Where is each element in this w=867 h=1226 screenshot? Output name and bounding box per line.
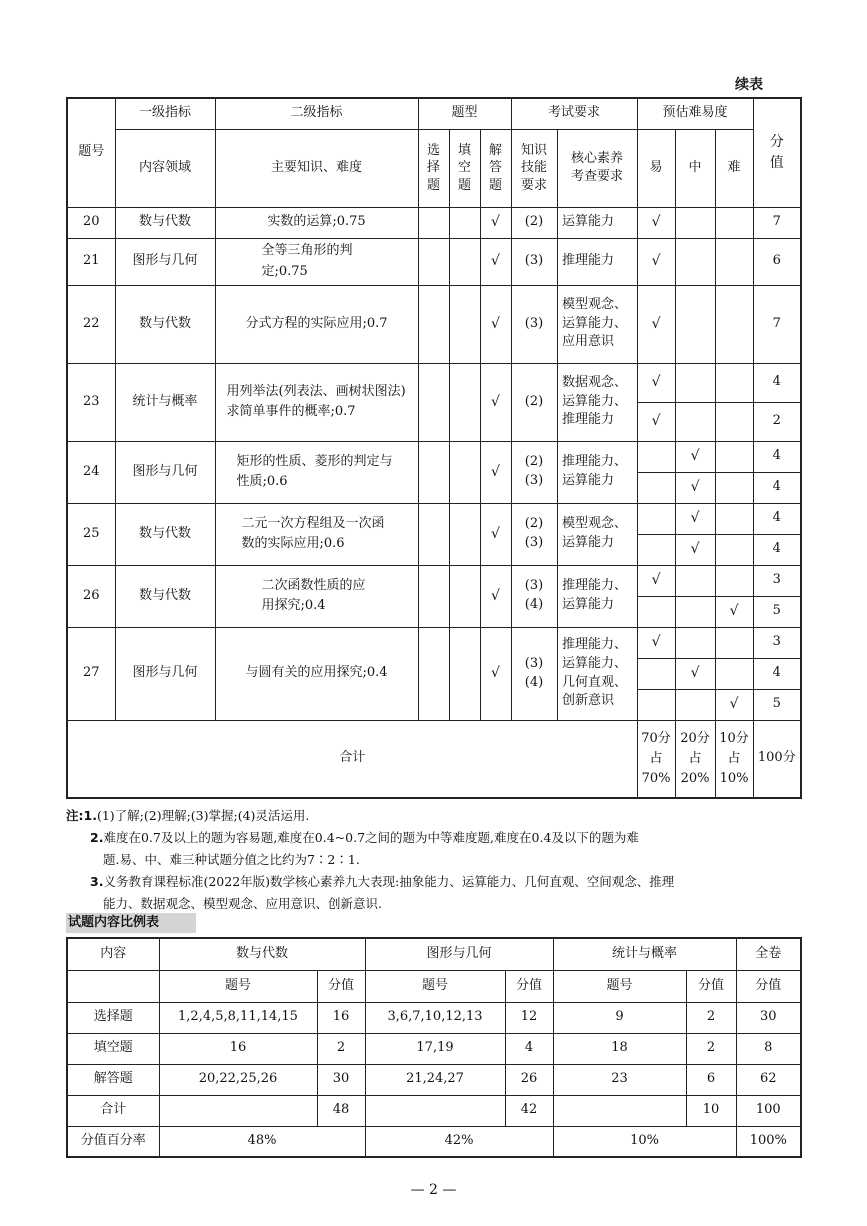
row-hard xyxy=(715,363,753,402)
percent-statistics: 10% xyxy=(553,1126,736,1157)
header-easy: 易 xyxy=(637,129,675,207)
ratio-header-algebra: 数与代数 xyxy=(159,938,365,970)
row-knowledge-text: 二次函数性质的应用探究;0.4 xyxy=(261,577,366,613)
note-3-number: 3. xyxy=(90,874,104,889)
percent-row xyxy=(67,1126,801,1157)
header-level1: 一级指标 xyxy=(115,98,215,129)
row-medium xyxy=(675,285,715,363)
total-label: 合计 xyxy=(67,720,637,798)
header-question-no: 题号 xyxy=(67,98,115,207)
ratio-geo-score: 12 xyxy=(505,1002,553,1033)
row-fill xyxy=(449,285,480,363)
row-choice xyxy=(418,565,449,627)
percent-algebra: 48% xyxy=(159,1126,365,1157)
row-score: 4 xyxy=(753,472,801,503)
ratio-subheader-alg-score: 分值 xyxy=(317,970,365,1002)
row-fill xyxy=(449,503,480,565)
row-knowledge xyxy=(215,285,418,363)
row-score: 5 xyxy=(753,689,801,720)
row-knowledge-req xyxy=(511,363,557,441)
row-core-literacy-text: 推理能力 xyxy=(562,253,615,269)
ratio-header-geometry: 图形与几何 xyxy=(365,938,553,970)
ratio-geo-no: 17,19 xyxy=(365,1033,505,1064)
row-question-no: 22 xyxy=(67,285,115,363)
percent-label: 分值百分率 xyxy=(67,1126,159,1157)
row-question-no: 26 xyxy=(67,565,115,627)
note-3-line1: 义务教育课程标准(2022年版)数学核心素养九大表现:抽象能力、运算能力、几何直观、空间观念、推理 xyxy=(103,874,675,889)
row-score: 3 xyxy=(753,565,801,596)
row-score: 7 xyxy=(753,285,801,363)
row-core-literacy-text: 推理能力、运算能力 xyxy=(562,454,628,488)
row-easy xyxy=(637,534,675,565)
ratio-table-title: 试题内容比例表 xyxy=(66,913,196,933)
row-core-literacy xyxy=(557,207,637,238)
row-score: 3 xyxy=(753,627,801,658)
row-core-literacy-text: 数据观念、运算能力、推理能力 xyxy=(562,374,628,428)
ratio-total: 62 xyxy=(736,1064,801,1095)
table-row xyxy=(67,565,801,596)
row-knowledge-req-text: (2)(3) xyxy=(524,454,544,488)
total-hard xyxy=(715,720,753,798)
note-2-line2: 题.易、中、难三种试题分值之比约为7∶2∶1. xyxy=(103,852,360,867)
row-answer-check: √ xyxy=(480,207,511,238)
continued-label: 续表 xyxy=(735,77,763,93)
ratio-subheader-empty xyxy=(67,970,159,1002)
row-choice xyxy=(418,363,449,441)
row-medium xyxy=(675,238,715,285)
row-medium xyxy=(675,207,715,238)
header-exam-req: 考试要求 xyxy=(511,98,637,129)
note-2-number: 2. xyxy=(90,830,104,845)
row-knowledge-text: 矩形的性质、菱形的判定与性质;0.6 xyxy=(236,453,393,489)
ratio-total: 30 xyxy=(736,1002,801,1033)
row-score: 4 xyxy=(753,363,801,402)
row-easy xyxy=(637,689,675,720)
row-knowledge xyxy=(215,363,418,441)
total-easy xyxy=(637,720,675,798)
total-row xyxy=(67,720,801,798)
header-knowledge-difficulty: 主要知识、难度 xyxy=(215,129,418,207)
ratio-stat-no: 9 xyxy=(553,1002,686,1033)
row-hard: √ xyxy=(715,689,753,720)
table-row xyxy=(67,1033,801,1064)
row-knowledge-text: 分式方程的实际应用;0.7 xyxy=(245,315,388,331)
header-core-literacy: 核心素养考查要求 xyxy=(557,129,637,207)
ratio-row-label: 选择题 xyxy=(67,1002,159,1033)
row-knowledge xyxy=(215,441,418,503)
row-knowledge-text: 二元一次方程组及一次函数的实际应用;0.6 xyxy=(241,515,385,551)
row-core-literacy xyxy=(557,238,637,285)
ratio-header-content: 内容 xyxy=(67,938,159,970)
row-answer-check: √ xyxy=(480,285,511,363)
table-row xyxy=(67,207,801,238)
row-core-literacy-text: 推理能力、运算能力、几何直观、创新意识 xyxy=(562,636,628,709)
row-medium xyxy=(675,565,715,596)
notes xyxy=(66,805,806,915)
row-easy: √ xyxy=(637,285,675,363)
row-fill xyxy=(449,627,480,720)
ratio-geo-no: 3,6,7,10,12,13 xyxy=(365,1002,505,1033)
ratio-total: 100 xyxy=(736,1095,801,1126)
row-knowledge-req-text: (3)(4) xyxy=(524,655,544,690)
row-medium: √ xyxy=(675,441,715,472)
row-medium xyxy=(675,627,715,658)
row-medium xyxy=(675,689,715,720)
row-knowledge-text: 实数的运算;0.75 xyxy=(267,214,366,230)
row-hard xyxy=(715,285,753,363)
ratio-header-statistics: 统计与概率 xyxy=(553,938,736,970)
row-knowledge-req-text: (2)(3) xyxy=(524,516,544,550)
row-knowledge-req xyxy=(511,441,557,503)
row-knowledge-req-text: (2) xyxy=(524,393,544,409)
row-easy xyxy=(637,596,675,627)
row-question-no: 25 xyxy=(67,503,115,565)
row-score: 5 xyxy=(753,596,801,627)
row-core-literacy xyxy=(557,363,637,441)
note-1-number: 1. xyxy=(83,808,97,823)
row-answer-check: √ xyxy=(480,565,511,627)
header-difficulty: 预估难易度 xyxy=(637,98,753,129)
row-medium xyxy=(675,596,715,627)
row-hard xyxy=(715,565,753,596)
row-hard xyxy=(715,534,753,565)
row-fill xyxy=(449,565,480,627)
row-hard xyxy=(715,472,753,503)
row-answer-check: √ xyxy=(480,363,511,441)
row-content-area: 图形与几何 xyxy=(115,238,215,285)
ratio-alg-score: 30 xyxy=(317,1064,365,1095)
header-medium: 中 xyxy=(675,129,715,207)
row-score: 4 xyxy=(753,534,801,565)
page-number: — 2 — xyxy=(410,1182,457,1198)
row-question-no: 27 xyxy=(67,627,115,720)
table-row xyxy=(67,441,801,472)
exam-analysis-table xyxy=(66,97,802,799)
row-content-area: 数与代数 xyxy=(115,207,215,238)
row-hard xyxy=(715,441,753,472)
ratio-alg-no: 20,22,25,26 xyxy=(159,1064,317,1095)
ratio-subheader-whole-score: 分值 xyxy=(736,970,801,1002)
row-easy: √ xyxy=(637,565,675,596)
row-easy xyxy=(637,503,675,534)
total-hard-text: 10分占10% xyxy=(719,730,749,786)
row-medium xyxy=(675,363,715,402)
ratio-geo-score: 42 xyxy=(505,1095,553,1126)
row-knowledge-req xyxy=(511,238,557,285)
row-question-no: 21 xyxy=(67,238,115,285)
row-knowledge-text: 用列举法(列表法、画树状图法)求简单事件的概率;0.7 xyxy=(226,383,406,419)
table-row xyxy=(67,1002,801,1033)
row-score: 4 xyxy=(753,441,801,472)
ratio-subheader-stat-no: 题号 xyxy=(553,970,686,1002)
ratio-alg-no: 16 xyxy=(159,1033,317,1064)
row-knowledge-req xyxy=(511,207,557,238)
header-knowledge-skill: 知识技能要求 xyxy=(511,129,557,207)
percent-geometry: 42% xyxy=(365,1126,553,1157)
row-easy xyxy=(637,441,675,472)
total-medium xyxy=(675,720,715,798)
row-medium: √ xyxy=(675,534,715,565)
row-choice xyxy=(418,627,449,720)
header-fill: 填空题 xyxy=(449,129,480,207)
total-medium-text: 20分占20% xyxy=(680,730,710,786)
row-easy xyxy=(637,472,675,503)
row-fill xyxy=(449,238,480,285)
row-core-literacy xyxy=(557,285,637,363)
row-score: 2 xyxy=(753,402,801,441)
ratio-stat-score: 2 xyxy=(686,1002,736,1033)
total-score: 100分 xyxy=(753,720,801,798)
ratio-stat-no xyxy=(553,1095,686,1126)
row-core-literacy-text: 运算能力 xyxy=(562,214,615,230)
row-knowledge-req xyxy=(511,565,557,627)
ratio-subheader-geo-score: 分值 xyxy=(505,970,553,1002)
total-easy-text: 70分占70% xyxy=(641,730,671,786)
row-answer-check: √ xyxy=(480,238,511,285)
ratio-alg-no: 1,2,4,5,8,11,14,15 xyxy=(159,1002,317,1033)
percent-whole: 100% xyxy=(736,1126,801,1157)
row-answer-check: √ xyxy=(480,627,511,720)
ratio-header-whole: 全卷 xyxy=(736,938,801,970)
row-hard: √ xyxy=(715,596,753,627)
row-knowledge-text: 全等三角形的判定;0.75 xyxy=(261,243,353,279)
row-score: 4 xyxy=(753,503,801,534)
row-hard xyxy=(715,627,753,658)
row-choice xyxy=(418,503,449,565)
row-knowledge-req-text: (3) xyxy=(524,253,544,269)
ratio-geo-no: 21,24,27 xyxy=(365,1064,505,1095)
note-2-line1: 难度在0.7及以上的题为容易题,难度在0.4~0.7之间的题为中等难度题,难度在0.4及以下的题为难 xyxy=(103,830,639,845)
table-row xyxy=(67,627,801,658)
row-easy: √ xyxy=(637,402,675,441)
row-answer-check: √ xyxy=(480,503,511,565)
ratio-subheader-geo-no: 题号 xyxy=(365,970,505,1002)
row-content-area: 图形与几何 xyxy=(115,627,215,720)
row-answer-check: √ xyxy=(480,441,511,503)
row-core-literacy xyxy=(557,441,637,503)
row-knowledge-text: 与圆有关的应用探究;0.4 xyxy=(245,665,388,681)
row-knowledge xyxy=(215,627,418,720)
row-question-no: 20 xyxy=(67,207,115,238)
ratio-geo-score: 4 xyxy=(505,1033,553,1064)
table-row xyxy=(67,1064,801,1095)
row-easy: √ xyxy=(637,627,675,658)
ratio-row-label: 合计 xyxy=(67,1095,159,1126)
row-knowledge xyxy=(215,207,418,238)
ratio-stat-score: 6 xyxy=(686,1064,736,1095)
row-fill xyxy=(449,207,480,238)
row-core-literacy-text: 模型观念、运算能力 xyxy=(562,516,628,550)
notes-prefix: 注: xyxy=(66,808,84,823)
ratio-stat-score: 10 xyxy=(686,1095,736,1126)
ratio-geo-no xyxy=(365,1095,505,1126)
row-knowledge xyxy=(215,238,418,285)
ratio-row-label: 解答题 xyxy=(67,1064,159,1095)
row-content-area: 统计与概率 xyxy=(115,363,215,441)
ratio-alg-no xyxy=(159,1095,317,1126)
row-score: 7 xyxy=(753,207,801,238)
row-choice xyxy=(418,441,449,503)
row-core-literacy xyxy=(557,627,637,720)
row-choice xyxy=(418,238,449,285)
row-hard xyxy=(715,402,753,441)
ratio-alg-score: 2 xyxy=(317,1033,365,1064)
row-hard xyxy=(715,658,753,689)
header-hard: 难 xyxy=(715,129,753,207)
ratio-row-label: 填空题 xyxy=(67,1033,159,1064)
row-content-area: 数与代数 xyxy=(115,285,215,363)
row-choice xyxy=(418,285,449,363)
row-knowledge xyxy=(215,565,418,627)
ratio-alg-score: 16 xyxy=(317,1002,365,1033)
row-easy xyxy=(637,658,675,689)
row-core-literacy-text: 推理能力、运算能力 xyxy=(562,578,628,612)
header-score: 分值 xyxy=(753,98,801,207)
row-hard xyxy=(715,207,753,238)
row-score: 4 xyxy=(753,658,801,689)
table-row xyxy=(67,285,801,363)
row-content-area: 数与代数 xyxy=(115,565,215,627)
row-easy: √ xyxy=(637,238,675,285)
row-knowledge-req-text: (2) xyxy=(524,214,544,230)
row-fill xyxy=(449,441,480,503)
row-knowledge-req-text: (3) xyxy=(524,315,544,331)
row-easy: √ xyxy=(637,207,675,238)
ratio-total: 8 xyxy=(736,1033,801,1064)
row-medium: √ xyxy=(675,503,715,534)
row-medium xyxy=(675,402,715,441)
ratio-subheader-stat-score: 分值 xyxy=(686,970,736,1002)
ratio-alg-score: 48 xyxy=(317,1095,365,1126)
ratio-stat-no: 18 xyxy=(553,1033,686,1064)
row-medium: √ xyxy=(675,658,715,689)
ratio-subheader-alg-no: 题号 xyxy=(159,970,317,1002)
header-content-area: 内容领域 xyxy=(115,129,215,207)
row-content-area: 图形与几何 xyxy=(115,441,215,503)
row-score: 6 xyxy=(753,238,801,285)
row-knowledge-req xyxy=(511,285,557,363)
row-fill xyxy=(449,363,480,441)
table-row xyxy=(67,1095,801,1126)
header-choice: 选择题 xyxy=(418,129,449,207)
row-core-literacy-text: 模型观念、运算能力、应用意识 xyxy=(562,296,628,350)
row-easy: √ xyxy=(637,363,675,402)
ratio-stat-no: 23 xyxy=(553,1064,686,1095)
row-hard xyxy=(715,503,753,534)
row-medium: √ xyxy=(675,472,715,503)
header-level2: 二级指标 xyxy=(215,98,418,129)
row-question-no: 23 xyxy=(67,363,115,441)
ratio-geo-score: 26 xyxy=(505,1064,553,1095)
table-row xyxy=(67,503,801,534)
row-knowledge-req-text: (3)(4) xyxy=(524,578,544,612)
note-3-line2: 能力、数据观念、模型观念、应用意识、创新意识. xyxy=(103,896,382,911)
row-knowledge xyxy=(215,503,418,565)
row-hard xyxy=(715,238,753,285)
table-row xyxy=(67,238,801,285)
content-ratio-table xyxy=(66,937,802,1158)
ratio-stat-score: 2 xyxy=(686,1033,736,1064)
row-content-area: 数与代数 xyxy=(115,503,215,565)
row-knowledge-req xyxy=(511,503,557,565)
row-choice xyxy=(418,207,449,238)
table-row xyxy=(67,363,801,402)
row-knowledge-req xyxy=(511,627,557,720)
header-question-type: 题型 xyxy=(418,98,511,129)
row-question-no: 24 xyxy=(67,441,115,503)
row-core-literacy xyxy=(557,503,637,565)
row-core-literacy xyxy=(557,565,637,627)
note-1: (1)了解;(2)理解;(3)掌握;(4)灵活运用. xyxy=(96,808,310,823)
header-answer: 解答题 xyxy=(480,129,511,207)
